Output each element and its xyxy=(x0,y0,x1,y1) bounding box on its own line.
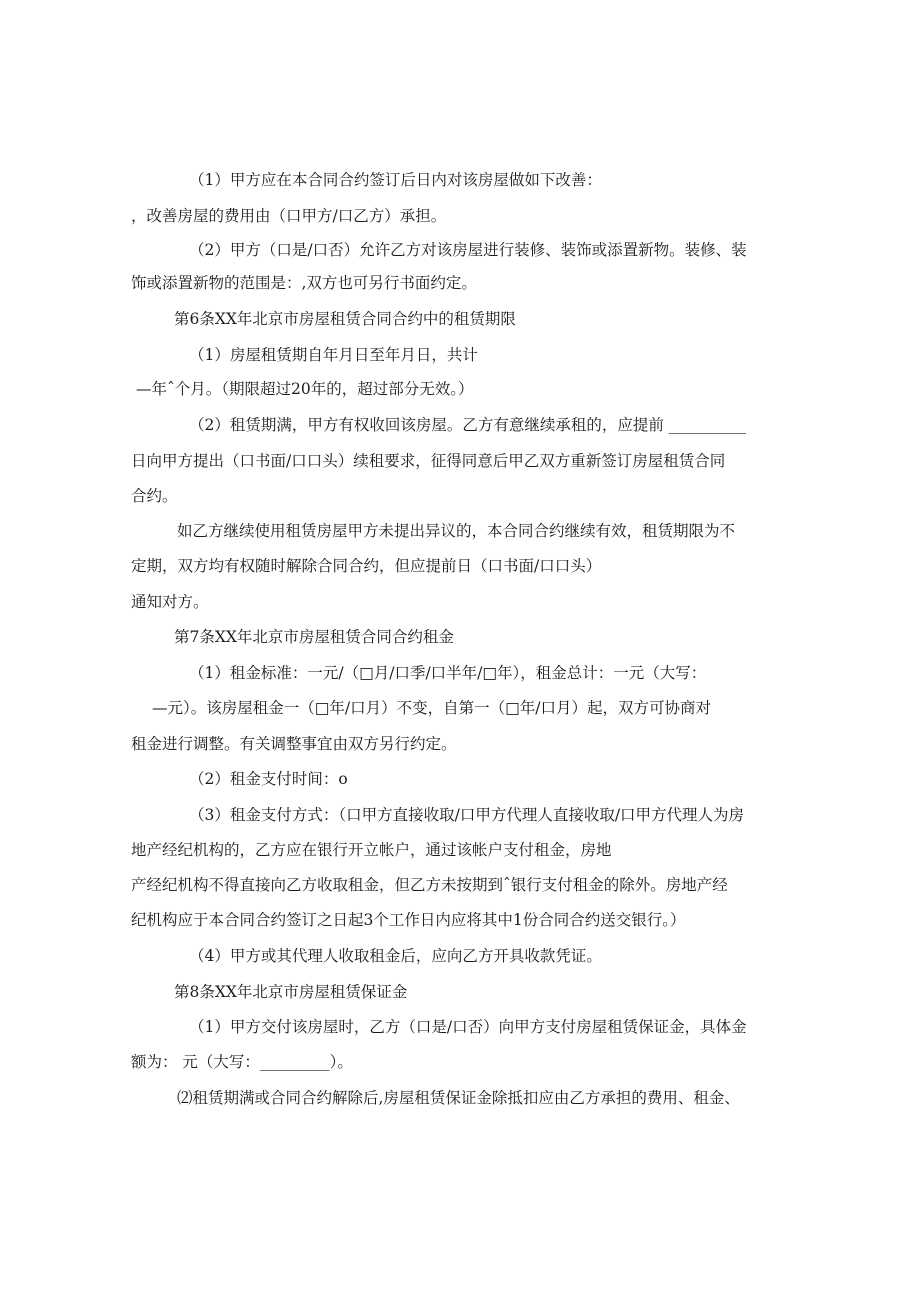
clause-5-1-line-1: （1）甲方应在本合同合约签订后日内对该房屋做如下改善： xyxy=(189,171,602,189)
clause-7-1-line-2: —元）。该房屋租金一（□年/口月）不变，自第一（□年/口月）起，双方可协商对 xyxy=(152,699,711,717)
article-8-heading: 第8条XX年北京市房屋租赁保证金 xyxy=(174,983,408,1001)
clause-6-3-line-3: 通知对方。 xyxy=(131,593,209,611)
clause-7-1-line-3: 租金进行调整。有关调整事宜由双方另行约定。 xyxy=(131,735,457,753)
clause-7-4-line-1: （4）甲方或其代理人收取租金后，应向乙方开具收款凭证。 xyxy=(189,947,602,965)
clause-7-3-line-4: 纪机构应于本合同合约签订之日起3个工作日内应将其中1份合同合约送交银行。） xyxy=(131,911,686,929)
clause-6-3-line-1: 如乙方继续使用租赁房屋甲方未提出异议的，本合同合约继续有效，租赁期限为不 xyxy=(177,522,736,540)
clause-6-2-line-2: 日向甲方提出（口书面/口口头）续租要求，征得同意后甲乙双方重新签订房屋租赁合同 xyxy=(131,452,726,470)
clause-6-1-line-2: —年ˆ个月。（期限超过20年的，超过部分无效。） xyxy=(136,380,474,398)
clause-7-2-line-1: （2）租金支付时间：o xyxy=(189,770,348,788)
clause-5-1-line-2: ，改善房屋的费用由（口甲方/口乙方）承担。 xyxy=(131,207,447,225)
article-7-heading: 第7条XX年北京市房屋租赁合同合约租金 xyxy=(174,628,454,646)
clause-5-2-line-1: （2）甲方（口是/口否）允许乙方对该房屋进行装修、装饰或添置新物。装修、装 xyxy=(189,241,747,259)
clause-6-1-line-1: （1）房屋租赁期自年月日至年月日，共计 xyxy=(189,346,478,364)
clause-5-2-line-2: 饰或添置新物的范围是：,双方也可另行书面约定。 xyxy=(131,274,477,292)
clause-6-3-line-2: 定期，双方均有权随时解除合同合约，但应提前日（口书面/口口头） xyxy=(131,557,602,575)
clause-7-3-line-3: 产经纪机构不得直接向乙方收取租金，但乙方未按期到ˆ银行支付租金的除外。房地产经 xyxy=(131,876,728,894)
clause-7-3-line-1: （3）租金支付方式：（口甲方直接收取/口甲方代理人直接收取/口甲方代理人为房 xyxy=(189,806,745,824)
clause-8-1-line-2: 额为： 元（大写：_________）。 xyxy=(131,1053,353,1071)
clause-7-1-line-1: （1）租金标准：一元/（□月/口季/口半年/□年），租金总计：一元（大写： xyxy=(189,664,707,682)
article-6-heading: 第6条XX年北京市房屋租赁合同合约中的租赁期限 xyxy=(174,310,516,328)
clause-6-2-line-3: 合约。 xyxy=(131,487,178,505)
clause-8-1-line-1: （1）甲方交付该房屋时，乙方（口是/口否）向甲方支付房屋租赁保证金，具体金 xyxy=(189,1018,747,1036)
clause-6-2-line-1: （2）租赁期满，甲方有权收回该房屋。乙方有意继续承租的，应提前 __________ xyxy=(189,416,747,434)
clause-8-2-line-1: ⑵租赁期满或合同合约解除后,房屋租赁保证金除抵扣应由乙方承担的费用、租金、 xyxy=(177,1089,740,1107)
clause-7-3-line-2: 地产经纪机构的，乙方应在银行开立帐户，通过该帐户支付租金，房地 xyxy=(131,841,612,859)
